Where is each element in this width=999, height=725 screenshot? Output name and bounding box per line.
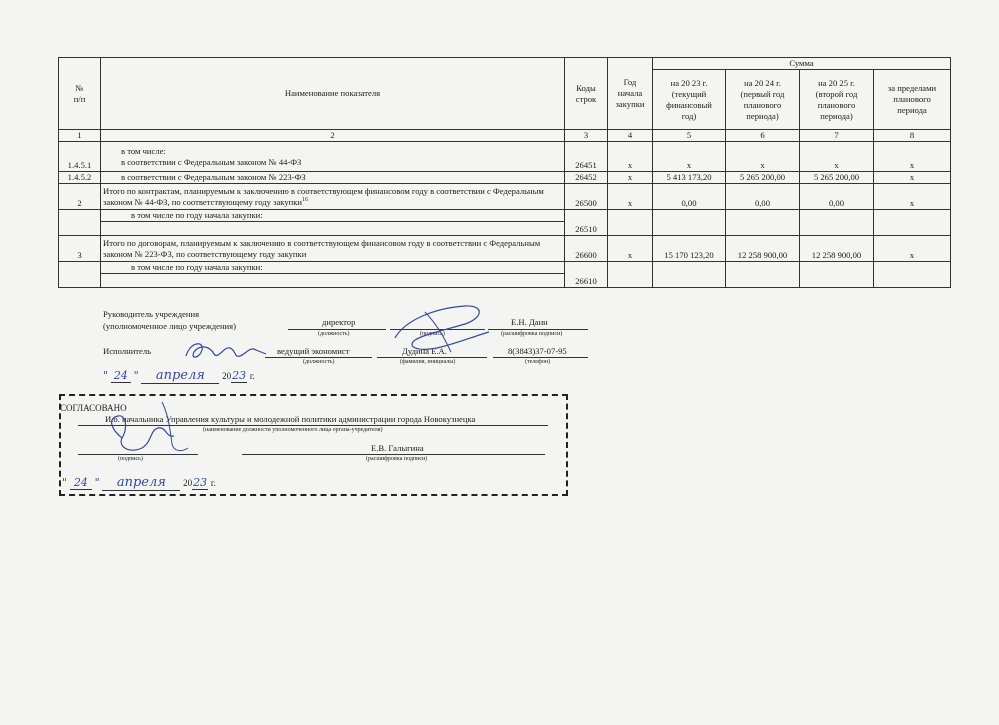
col-number: 8	[874, 130, 951, 142]
date-year: 23	[232, 369, 247, 382]
row-name-blank	[101, 274, 565, 288]
header-sum: Сумма	[653, 58, 951, 70]
row-value: 5 413 173,20	[653, 172, 726, 184]
column-number-row	[59, 130, 951, 142]
header-second-year: на 20 25 г. (второй год планового периода)	[800, 70, 874, 130]
col-number: 1	[59, 130, 101, 142]
row-num: 1.4.5.1	[59, 142, 101, 172]
row-name-line: в соответствии с Федеральным законом № 44-ФЗ	[121, 156, 302, 167]
row-year: x	[608, 184, 653, 210]
caption: (подпись)	[118, 456, 143, 462]
row-value	[874, 262, 951, 288]
head-label: Руководитель учреждения	[103, 309, 200, 319]
row-name	[101, 184, 565, 210]
row-value	[800, 210, 874, 236]
header-year: Год начала закупки	[608, 58, 653, 130]
header-current-year: на 20 23 г. (текущий финансовый год)	[653, 70, 726, 130]
table-row	[59, 210, 951, 222]
row-code: 26451	[565, 142, 608, 172]
caption: (фамилия, инициалы)	[400, 359, 456, 365]
approval-position: И.о. начальника Управления культуры и молодежной политики администрации города Новокузнецка	[105, 414, 476, 424]
row-value: x	[874, 184, 951, 210]
executor-signature	[180, 336, 270, 366]
row-code: 26500	[565, 184, 608, 210]
head-label-sub: (уполномоченное лицо учреждения)	[103, 321, 236, 331]
row-value: x	[800, 142, 874, 172]
row-value: x	[874, 236, 951, 262]
table-row	[59, 236, 951, 262]
footnote-mark: 16	[302, 196, 309, 203]
row-year: x	[608, 142, 653, 172]
col-number: 7	[800, 130, 874, 142]
row-value: x	[653, 142, 726, 172]
executor-label: Исполнитель	[103, 346, 152, 356]
date-day: 24	[70, 476, 92, 490]
row-value: x	[726, 142, 800, 172]
row-code: 26452	[565, 172, 608, 184]
row-value	[874, 210, 951, 236]
caption: (должность)	[318, 331, 350, 337]
row-year	[608, 262, 653, 288]
header-beyond: за пределами планового периода	[874, 70, 951, 130]
row-code: 26510	[565, 210, 608, 236]
caption: (расшифровка подписи)	[501, 331, 563, 337]
date-quote: "	[133, 369, 139, 382]
caption: (наименование должности уполномоченного лица органа-учредителя)	[203, 427, 383, 433]
row-value: 15 170 123,20	[653, 236, 726, 262]
header-name: Наименование показателя	[101, 58, 565, 130]
date-year: 23	[193, 476, 208, 489]
executor-position: ведущий экономист	[277, 346, 350, 356]
date-quote: "	[62, 476, 68, 489]
header-num: № п/п	[59, 58, 101, 130]
financial-table	[58, 57, 951, 288]
sign-date	[103, 368, 255, 384]
row-value: 0,00	[726, 184, 800, 210]
row-name-line: в том числе:	[121, 145, 166, 156]
director-signature	[385, 300, 495, 360]
date-century: 20	[183, 478, 193, 488]
row-name: в соответствии с Федеральным законом № 223-ФЗ	[101, 172, 565, 184]
header-codes: Коды строк	[565, 58, 608, 130]
col-number: 5	[653, 130, 726, 142]
approval-title: СОГЛАСОВАНО	[60, 403, 127, 413]
row-value: 0,00	[653, 184, 726, 210]
row-num: 2	[59, 184, 101, 210]
table-row	[59, 184, 951, 210]
row-value: 5 265 200,00	[800, 172, 874, 184]
row-name: в том числе по году начала закупки:	[101, 210, 565, 222]
date-day: 24	[111, 369, 131, 383]
row-value: 0,00	[800, 184, 874, 210]
col-number: 2	[101, 130, 565, 142]
row-value	[800, 262, 874, 288]
row-num	[59, 210, 101, 236]
row-value: 12 258 900,00	[800, 236, 874, 262]
caption: (подпись)	[420, 331, 445, 337]
caption: (должность)	[303, 359, 335, 365]
row-year: x	[608, 172, 653, 184]
date-suffix: г.	[210, 478, 216, 488]
row-num: 1.4.5.2	[59, 172, 101, 184]
date-quote: "	[103, 369, 109, 382]
row-value	[653, 210, 726, 236]
col-number: 4	[608, 130, 653, 142]
date-month: апреля	[102, 475, 180, 491]
col-number: 3	[565, 130, 608, 142]
row-name: Итого по договорам, планируемым к заключению в соответствующем финансовом году в соответствии с Федеральным законом № 223-ФЗ, по соответствующему году закупки	[101, 236, 565, 262]
row-value: 12 258 900,00	[726, 236, 800, 262]
date-century: 20	[222, 371, 232, 381]
caption: (расшифровка подписи)	[366, 456, 428, 462]
approval-date	[62, 475, 216, 491]
row-num	[59, 262, 101, 288]
row-name-blank	[101, 222, 565, 236]
row-name-text: Итого по контрактам, планируемым к заключению в соответствующем финансовом году в соответствии с Федеральным законом № 44-ФЗ, по соответствующему году закупки	[103, 185, 544, 207]
row-code: 26610	[565, 262, 608, 288]
executor-name: Дудина Е.А.	[402, 346, 447, 356]
row-value: x	[874, 172, 951, 184]
row-value	[653, 262, 726, 288]
date-suffix: г.	[249, 371, 255, 381]
date-quote: "	[94, 476, 100, 489]
date-month: апреля	[141, 368, 219, 384]
row-num: 3	[59, 236, 101, 262]
approval-name: Е.В. Галыгина	[371, 443, 424, 453]
col-number: 6	[726, 130, 800, 142]
row-value: 5 265 200,00	[726, 172, 800, 184]
row-year	[608, 210, 653, 236]
table-row	[59, 262, 951, 274]
row-code: 26600	[565, 236, 608, 262]
header-first-year: на 20 24 г. (первый год планового периода)	[726, 70, 800, 130]
row-value: x	[874, 142, 951, 172]
row-name	[101, 142, 565, 172]
head-position: директор	[322, 317, 356, 327]
table-row	[59, 172, 951, 184]
table-row	[59, 142, 951, 172]
row-year: x	[608, 236, 653, 262]
caption: (телефон)	[525, 359, 551, 365]
row-value	[726, 262, 800, 288]
approval-signature	[92, 398, 192, 460]
row-name: в том числе по году начала закупки:	[101, 262, 565, 274]
row-value	[726, 210, 800, 236]
executor-phone: 8(3843)37-07-95	[508, 346, 567, 356]
head-name: Е.Н. Данн	[511, 317, 548, 327]
